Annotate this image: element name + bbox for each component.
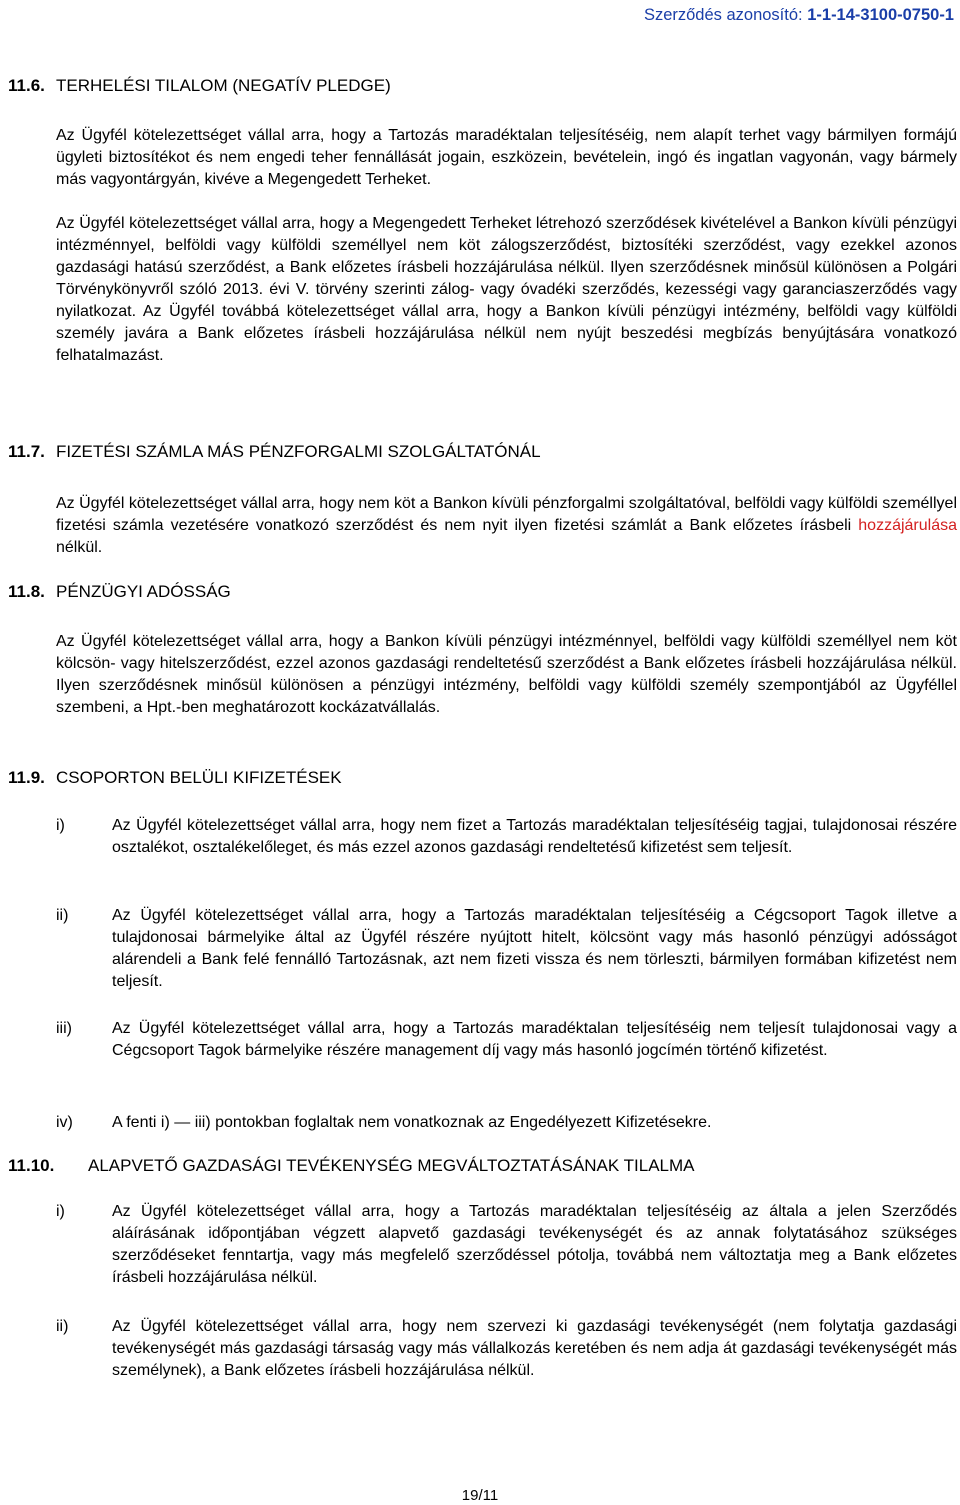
- section-11-7-paragraph: [56, 493, 957, 559]
- section-11-6-paragraph-1: Az Ügyfél kötelezettséget vállal arra, hogy a Tartozás maradéktalan teljesítéséig, nem alapít terhet vagy bármilyen formájú ügyleti biztosítékot és nem engedi teher fennállását jogain, eszközein, bevételein, ingó és ingatlan vagyonán, vagy bármely más vagyontárgyán, kivéve a Megengedett Terheket.: [56, 127, 957, 188]
- list-item-text: Az Ügyfél kötelezettséget vállal arra, hogy a Tartozás maradéktalan teljesítéséig nem teljesít tulajdonosai vagy a Cégcsoport Tagok bármelyike részére management díj vagy más hasonló jogcímén történő kifizetést.: [112, 1020, 957, 1059]
- list-item-label: iv): [56, 1114, 73, 1131]
- section-number: 11.10.: [8, 1156, 55, 1175]
- list-item-label: ii): [56, 907, 69, 924]
- section-11-8-heading: [8, 581, 231, 603]
- list-item-text: Az Ügyfél kötelezettséget vállal arra, hogy a Tartozás maradéktalan teljesítéséig az általa a jelen Szerződés aláírásának időpontjában végzett alapvető gazdasági tevékenységét és az annak folytatásához szükséges szerződéseket fenntartja, vagy más megfelelő szerződéssel pótolja, továbbá nem változtatja meg a Bank előzetes írásbeli hozzájárulása nélkül.: [112, 1203, 957, 1286]
- section-number: 11.7.: [8, 442, 45, 461]
- paragraph-text: nélkül.: [56, 539, 103, 556]
- section-11-6-paragraph-2: Az Ügyfél kötelezettséget vállal arra, hogy a Megengedett Terheket létrehozó szerződések kivételével a Bankon kívüli pénzügyi intézménnyel, belföldi vagy külföldi személlyel nem köt zálogszerződést, biztosítéki szerződést, vagy ezekkel azonos gazdasági hatású szerződést, a Bank előzetes írásbeli hozzájárulása nélkül. Ilyen szerződésnek minősül különösen a Polgári Törvénykönyvről szóló 2013. évi V. törvény szerinti zálog- vagy óvadéki szerződés, kezességi vagy garanciaszerződés vagy nyilatkozat. Az Ügyfél továbbá kötelezettséget vállal arra, hogy a Bankon kívüli pénzügyi intézmény, belföldi vagy külföldi személy javára a Bank előzetes írásbeli hozzájárulása nélkül nem nyújt beszedési megbízás benyújtására vonatkozó felhatalmazást.: [56, 215, 957, 364]
- section-11-6-heading: [8, 75, 391, 97]
- list-item-label: i): [56, 817, 65, 834]
- list-item-label: ii): [56, 1318, 69, 1335]
- highlighted-word: hozzájárulása: [858, 517, 957, 534]
- list-item-label: iii): [56, 1020, 72, 1037]
- section-number: 11.9.: [8, 768, 45, 787]
- list-item-text: Az Ügyfél kötelezettséget vállal arra, hogy nem szervezi ki gazdasági tevékenységét (nem folytatja gazdasági tevékenységét más gazdasági társaság vagy más vállalkozás keretében és nem adja át gazdasági tevékenységét más személynek), a Bank előzetes írásbeli hozzájárulása nélkül.: [112, 1318, 957, 1379]
- list-item-text: A fenti i) — iii) pontokban foglaltak nem vonatkoznak az Engedélyezett Kifizetésekre.: [112, 1114, 712, 1131]
- list-item-label: i): [56, 1203, 65, 1220]
- contract-id-header: [644, 6, 954, 25]
- section-11-7-heading: [8, 441, 541, 463]
- section-number: 11.6.: [8, 76, 45, 95]
- list-item-text: Az Ügyfél kötelezettséget vállal arra, hogy a Tartozás maradéktalan teljesítéséig a Cégcsoport Tagok illetve a tulajdonosai bármelyike által az Ügyfél részére nyújtott hitelt, kölcsönt vagy más hasonló pénzügyi adósságot alárendeli a Bank felé fennálló Tartozásnak, azt nem fizeti vissza és nem törleszti, bármilyen formában kifizetést nem teljesít.: [112, 907, 957, 990]
- section-title: FIZETÉSI SZÁMLA MÁS PÉNZFORGALMI SZOLGÁLTATÓNÁL: [56, 442, 541, 461]
- section-title: TERHELÉSI TILALOM (NEGATÍV PLEDGE): [56, 76, 391, 95]
- section-title: PÉNZÜGYI ADÓSSÁG: [56, 582, 231, 601]
- list-item-text: Az Ügyfél kötelezettséget vállal arra, hogy nem fizet a Tartozás maradéktalan teljesítéséig tagjai, tulajdonosai részére osztalékot, osztalékelőleget, és más ezzel azonos gazdasági rendeltetésű kifizetést sem teljesít.: [112, 817, 957, 856]
- section-11-8-paragraph: Az Ügyfél kötelezettséget vállal arra, hogy a Bankon kívüli pénzügyi intézménnyel, belföldi vagy külföldi személlyel nem köt kölcsön- vagy hitelszerződést, ezzel azonos gazdasági rendeltetésű szerződést a Bank előzetes írásbeli hozzájárulása nélkül. Ilyen szerződésnek minősül különösen a pénzügyi intézmény, belföldi vagy külföldi személy szempontjából az Ügyféllel szembeni, a Hpt.-ben meghatározott kockázatvállalás.: [56, 633, 957, 716]
- section-title: CSOPORTON BELÜLI KIFIZETÉSEK: [56, 768, 342, 787]
- section-number: 11.8.: [8, 582, 45, 601]
- page-number: 19/11: [461, 1487, 499, 1504]
- paragraph-text: Az Ügyfél kötelezettséget vállal arra, hogy nem köt a Bankon kívüli pénzforgalmi szolgáltatóval, belföldi vagy külföldi személlyel fizetési számla vezetésére vonatkozó szerződést és nem nyit ilyen fizetési számlát a Bank előzetes írásbeli: [56, 495, 957, 534]
- section-11-9-heading: [8, 767, 342, 789]
- contract-id-value: 1-1-14-3100-0750-1: [807, 6, 954, 24]
- contract-id-label: Szerződés azonosító:: [643, 6, 803, 24]
- section-11-10-heading: [8, 1155, 695, 1177]
- section-title: ALAPVETŐ GAZDASÁGI TEVÉKENYSÉG MEGVÁLTOZTATÁSÁNAK TILALMA: [88, 1156, 695, 1175]
